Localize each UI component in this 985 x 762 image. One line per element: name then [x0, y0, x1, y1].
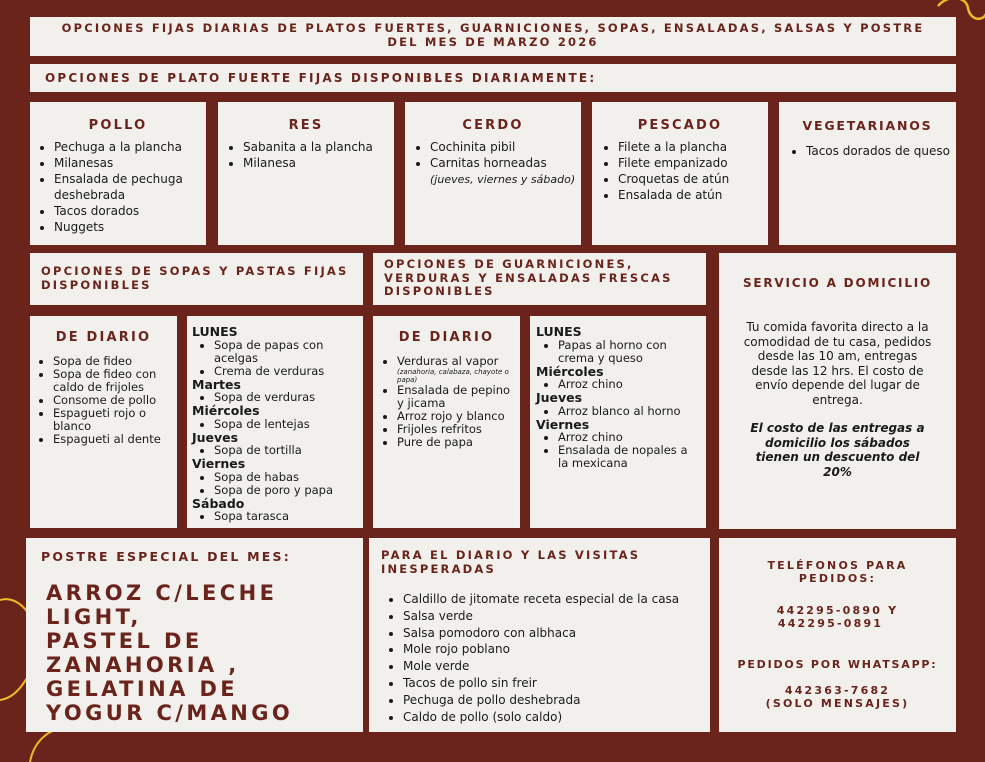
sopas-heading: OPCIONES DE SOPAS Y PASTAS FIJAS DISPONIBLES — [41, 264, 349, 292]
list-item: • Filete empanizado — [618, 155, 768, 171]
day-list — [536, 339, 700, 365]
salsas-heading: PARA EL DIARIO Y LAS VISITAS INESPERADAS — [381, 548, 641, 576]
guarniciones-dias-panel — [530, 316, 706, 528]
pescado-panel — [592, 102, 768, 245]
sopas-heading-bar — [30, 253, 363, 305]
vapor-label: Verduras al vapor — [397, 354, 499, 368]
platos-heading-bar — [30, 64, 956, 92]
page-title: OPCIONES FIJAS DIARIAS DE PLATOS FUERTES, GUARNICIONES, SOPAS, ENSALADAS, SALSAS Y POSTRE DEL MES DE MARZO 2026 — [61, 21, 925, 49]
list-item: • Sopa de poro y papa — [214, 484, 357, 497]
list-item: • Mole verde — [403, 658, 710, 675]
list-item: • Frijoles refritos — [397, 423, 516, 436]
list-item: • Carnitas horneadas — [430, 155, 581, 171]
sopas-diario-title: DE DIARIO — [55, 330, 152, 345]
list-item: • Ensalada de pechuga deshebrada — [54, 171, 206, 203]
list-item: • Arroz blanco al horno — [558, 405, 700, 418]
list-item: • Milanesas — [54, 155, 206, 171]
pollo-list — [30, 139, 206, 235]
postre-line: LIGHT, — [46, 605, 142, 629]
res-panel — [218, 102, 394, 245]
pollo-title: POLLO — [88, 118, 148, 133]
list-item: • Sopa de fideo con caldo de frijoles — [53, 368, 171, 394]
domicilio-promo: El costo de las entregas a domicilio los sábados tienen un descuento del 20% — [750, 421, 925, 479]
day-list — [536, 431, 700, 470]
vegetarianos-panel — [779, 102, 956, 245]
salsas-list — [369, 591, 710, 725]
day-label: Martes — [192, 376, 241, 392]
cerdo-list — [405, 139, 581, 171]
list-item: • Ensalada de nopales a la mexicana — [558, 444, 700, 470]
list-item: • Sopa de tortilla — [214, 444, 357, 457]
list-item: • Sopa de fideo — [53, 355, 171, 368]
list-item: • Sopa de papas con acelgas — [214, 339, 357, 365]
list-item: • Pechuga a la plancha — [54, 139, 206, 155]
list-item: • Milanesa — [243, 155, 394, 171]
res-list — [218, 139, 394, 171]
postre-heading: POSTRE ESPECIAL DEL MES: — [41, 549, 291, 564]
list-item: • Consome de pollo — [53, 394, 171, 407]
sopas-diario-panel — [30, 316, 177, 528]
day-label: Jueves — [536, 390, 583, 405]
list-item: • Nuggets — [54, 219, 206, 235]
day-label: Miércoles — [192, 403, 260, 418]
cerdo-panel — [405, 102, 581, 245]
list-item: • Espagueti rojo o blanco — [53, 407, 171, 433]
list-item: • Arroz chino — [558, 431, 700, 444]
list-item: • Espagueti al dente — [53, 433, 171, 446]
vegetarianos-title: VEGETARIANOS — [802, 118, 933, 133]
pollo-panel — [30, 102, 206, 245]
list-item: • Croquetas de atún — [618, 171, 768, 187]
domicilio-panel — [719, 253, 956, 529]
domicilio-text: Tu comida favorita directo a la comodidad de tu casa, pedidos desde las 10 am, entregas desde las 12 hrs. El costo de envío depende del lugar de entrega. — [743, 320, 932, 407]
day-label: Jueves — [192, 429, 239, 445]
postre-text — [26, 581, 363, 725]
list-item: • Cochinita pibil — [430, 139, 581, 155]
list-item: • Pure de papa — [397, 436, 516, 449]
day-label: Viernes — [536, 416, 590, 432]
guarniciones-diario-list — [373, 355, 520, 449]
list-item: • Tacos dorados de queso — [806, 143, 956, 159]
list-item: • Sopa de lentejas — [214, 418, 357, 431]
telefono-2: 442295-0891 — [777, 617, 884, 630]
sopas-diario-list — [30, 355, 177, 446]
whatsapp-heading: PEDIDOS POR WHATSAPP: — [737, 658, 938, 671]
domicilio-title: SERVICIO A DOMICILIO — [742, 276, 933, 290]
day-list — [536, 405, 700, 418]
postre-line: GELATINA DE — [46, 677, 239, 701]
whatsapp-number: 442363-7682 — [784, 684, 891, 697]
list-item: • Caldo de pollo (solo caldo) — [403, 709, 710, 726]
day-label: Sábado — [192, 495, 245, 511]
day-label: Miércoles — [536, 363, 604, 379]
day-list — [192, 510, 357, 523]
list-item: • Salsa verde — [403, 608, 710, 625]
telefono-1: 442295-0890 Y — [776, 604, 899, 617]
pescado-title: PESCADO — [637, 118, 723, 133]
list-item: • Pechuga de pollo deshebrada — [403, 692, 710, 709]
list-item: • Sopa tarasca — [214, 510, 357, 523]
title-banner — [30, 17, 956, 56]
contacto-panel — [719, 538, 956, 732]
list-item: • Caldillo de jitomate receta especial de la casa — [403, 591, 710, 608]
vapor-note: (zanahoria, calabaza, chayote o papa) — [397, 368, 509, 384]
list-item: • Ensalada de pepino y jicama — [397, 384, 516, 410]
whatsapp-note: (SOLO MENSAJES) — [765, 697, 910, 710]
telefonos-heading: TELÉFONOS PARA PEDIDOS: — [767, 559, 908, 585]
cerdo-note: (jueves, viernes y sábado) — [430, 173, 576, 186]
guarniciones-heading: OPCIONES DE GUARNICIONES, VERDURAS Y ENSALADAS FRESCAS DISPONIBLES — [384, 257, 673, 298]
postre-line: YOGUR C/MANGO — [46, 701, 294, 725]
list-item: • Ensalada de atún — [618, 187, 768, 203]
day-label: LUNES — [192, 324, 238, 339]
list-item: • Crema de verduras — [214, 365, 357, 378]
list-item: • Tacos dorados — [54, 203, 206, 219]
sopas-dias-panel — [187, 316, 363, 528]
list-item: • Sabanita a la plancha — [243, 139, 394, 155]
salsas-panel — [369, 538, 710, 732]
list-item: • Tacos de pollo sin freir — [403, 675, 710, 692]
pescado-list — [592, 139, 768, 203]
postre-panel — [26, 538, 363, 732]
list-item: • Sopa de verduras — [214, 391, 357, 404]
list-item: • Salsa pomodoro con albhaca — [403, 625, 710, 642]
cerdo-title: CERDO — [462, 118, 524, 133]
postre-line: ZANAHORIA , — [46, 653, 240, 677]
guarniciones-diario-panel — [373, 316, 520, 528]
postre-line: PASTEL DE — [46, 629, 203, 653]
list-item: • Mole rojo poblano — [403, 641, 710, 658]
platos-heading: OPCIONES DE PLATO FUERTE FIJAS DISPONIBLES DIARIAMENTE: — [45, 71, 597, 85]
guarniciones-diario-title: DE DIARIO — [398, 330, 495, 345]
list-item: • Filete a la plancha — [618, 139, 768, 155]
day-label: Viernes — [192, 456, 246, 471]
list-item: • Arroz rojo y blanco — [397, 410, 516, 423]
vegetarianos-list — [779, 143, 956, 159]
list-item: • Arroz chino — [558, 378, 700, 391]
list-item: • Papas al horno con crema y queso — [558, 339, 700, 365]
day-list — [192, 471, 357, 497]
day-list — [192, 339, 357, 378]
guarniciones-heading-bar — [373, 253, 706, 305]
res-title: RES — [288, 118, 324, 133]
day-list — [192, 418, 357, 431]
list-item: • Sopa de habas — [214, 471, 357, 484]
postre-line: ARROZ C/LECHE — [46, 581, 278, 605]
day-label: LUNES — [536, 324, 582, 339]
list-item — [397, 355, 516, 384]
